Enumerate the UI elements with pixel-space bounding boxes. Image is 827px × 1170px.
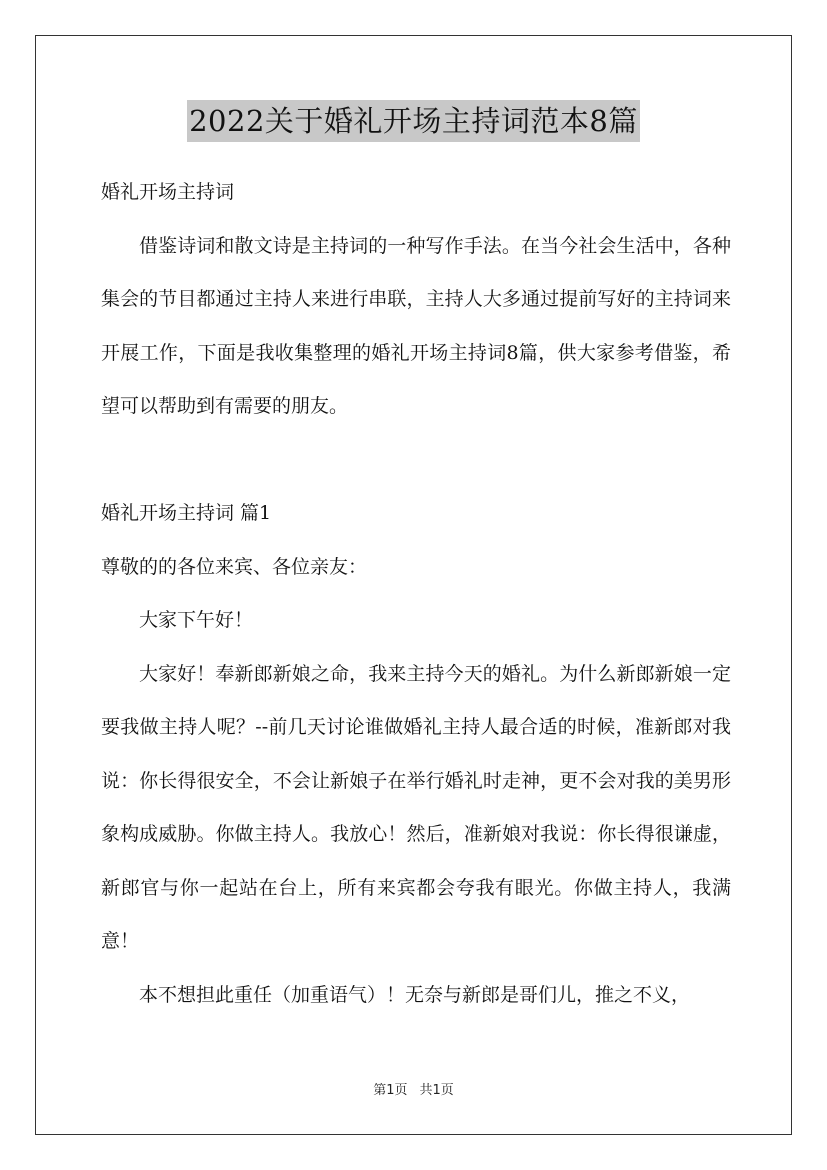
paragraph-0: 婚礼开场主持词 bbox=[101, 181, 235, 203]
title-container bbox=[0, 100, 827, 142]
paragraph-3: 尊敬的的各位来宾、各位亲友： bbox=[101, 555, 368, 578]
paragraph-6: 本不想担此重任（加重语气）！无奈与新郎是哥们儿，推之不义， bbox=[139, 983, 691, 1006]
paragraph-4: 大家下午好！ bbox=[139, 609, 254, 631]
document-body bbox=[101, 166, 731, 1022]
document-title: 2022关于婚礼开场主持词范本8篇 bbox=[187, 100, 640, 142]
paragraph-1: 借鉴诗词和散文诗是主持词的一种写作手法。在当今社会生活中，各种集会的节目都通过主持人来进行串联，主持人大多通过提前写好的主持词来开展工作，下面是我收集整理的婚礼开场主持词8篇，供大家参考借鉴，希望可以帮助到有需要的朋友。 bbox=[101, 234, 731, 417]
paragraph-5: 大家好！奉新郎新娘之命，我来主持今天的婚礼。为什么新郎新娘一定要我做主持人呢？--前几天讨论谁做婚礼主持人最合适的时候，准新郎对我说：你长得很安全，不会让新娘子在举行婚礼时走神，更不会对我的美男形象构成威胁。你做主持人。我放心！然后，准新娘对我说：你长得很谦虚，新郎官与你一起站在台上，所有来宾都会夸我有眼光。你做主持人，我满意！ bbox=[101, 662, 731, 952]
page-total: 共1页 bbox=[419, 1083, 454, 1098]
page-number: 第1页 bbox=[373, 1083, 408, 1098]
paragraph-2: 婚礼开场主持词 篇1 bbox=[101, 502, 272, 524]
page-footer bbox=[0, 1082, 827, 1100]
